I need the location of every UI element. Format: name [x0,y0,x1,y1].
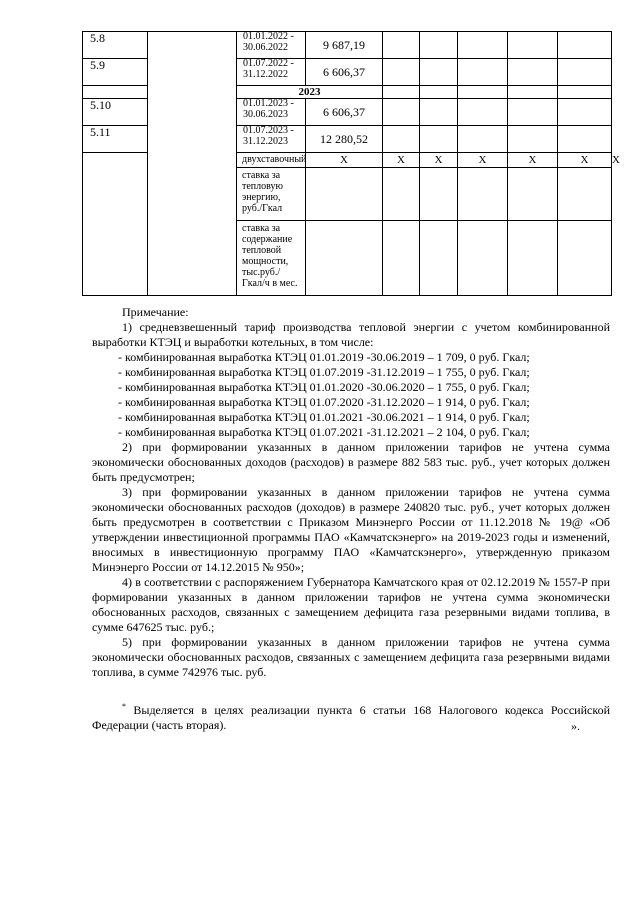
tariff-value: 9 687,19 [306,32,383,59]
tariff-value: 6 606,37 [306,59,383,86]
list-item: - комбинированная выработка КТЭЦ 01.07.2020 -31.12.2020 – 1 914, 0 руб. Гкал; [118,395,530,409]
note-2: 2) при формировании указанных в данном приложении тарифов не учтена сумма экономически обоснованных доходов (расходов) в размере 882 583 тыс. руб., учет которых должен быть предусмотрен; [92,440,610,484]
footnote [92,699,610,733]
closing-quote: ». [571,719,580,733]
two-part-label: двухставочный [237,153,306,168]
row-number: 5.11 [83,126,148,153]
notes-heading: Примечание: [122,305,189,319]
x-mark: X [383,153,420,168]
period-cell: 01.07.2023 - 31.12.2023 [237,126,306,153]
footnote-text: Выделяется в целях реализации пункта 6 статьи 168 Налогового кодекса Российской Федерации (часть вторая). [92,703,610,732]
list-item: - комбинированная выработка КТЭЦ 01.07.2021 -31.12.2021 – 2 104, 0 руб. Гкал; [118,425,530,439]
list-item: - комбинированная выработка КТЭЦ 01.01.2020 -30.06.2020 – 1 755, 0 руб. Гкал; [118,380,530,394]
notes-section [92,305,610,680]
x-mark: X [306,153,383,168]
row-number: 5.10 [83,99,148,126]
note-3: 3) при формировании указанных в данном приложении тарифов не учтена сумма экономически обоснованных расходов (доходов) в размере 240820 тыс. руб., учет которых должен быть предусмотрен в соответствии с Приказом Минэнерго России от 11.12.2018 № 19@ «Об утверждении инвестиционной программы ПАО «Камчатскэнерго» на 2019-2023 годы и изменений, вносимых в инвестиционную программу ПАО «Камчатскэнерго», утвержденную приказом Минэнерго России от 14.12.2015 № 950»; [92,485,610,574]
list-item: - комбинированная выработка КТЭЦ 01.01.2021 -30.06.2021 – 1 914, 0 руб. Гкал; [118,410,530,424]
tariff-value: 12 280,52 [306,126,383,153]
note-5: 5) при формировании указанных в данном приложении тарифов не учтена сумма экономически обоснованных расходов, связанных с замещением дефицита газа резервными видами топлива, в сумме 742976 тыс. руб. [92,635,610,679]
period-cell: 01.07.2022 - 31.12.2022 [237,59,306,86]
x-mark: X [458,153,508,168]
note-4: 4) в соответствии с распоряжением Губернатора Камчатского края от 02.12.2019 № 1557-Р при формировании указанных в данном приложении тарифов не учтена сумма экономически обоснованных расходов, связанных с замещением дефицита газа резервными видами топлива, в сумме 647625 тыс. руб.; [92,575,610,634]
x-mark: X [420,153,458,168]
year-heading: 2023 [237,86,383,99]
table-row: двухставочный X X X X X X X [83,153,612,168]
x-mark: X [558,153,612,168]
row-number: 5.9 [83,59,148,86]
capacity-rate-label: ставка за содержание тепловой мощности, тыс.руб./Гкал/ч в мес. [237,221,306,296]
x-mark: X [508,153,558,168]
note-1: 1) средневзвешенный тариф производства тепловой энергии с учетом комбинированной выработки КТЭЦ и выработки котельных, в том числе: [92,320,610,349]
period-cell: 01.01.2022 - 30.06.2022 [237,32,306,59]
tariff-value: 6 606,37 [306,99,383,126]
list-item: - комбинированная выработка КТЭЦ 01.01.2019 -30.06.2019 – 1 709, 0 руб. Гкал; [118,350,530,364]
merged-label-cell [148,32,237,296]
footnote-mark: * [122,702,126,711]
list-item: - комбинированная выработка КТЭЦ 01.07.2019 -31.12.2019 – 1 755, 0 руб. Гкал; [118,365,530,379]
tariff-table [82,31,620,296]
row-number: 5.8 [83,32,148,59]
empty-number-cell [83,153,148,296]
table-row [83,32,612,59]
period-cell: 01.01.2023 - 30.06.2023 [237,99,306,126]
energy-rate-label: ставка за тепловую энергию, руб./Гкал [237,168,306,221]
